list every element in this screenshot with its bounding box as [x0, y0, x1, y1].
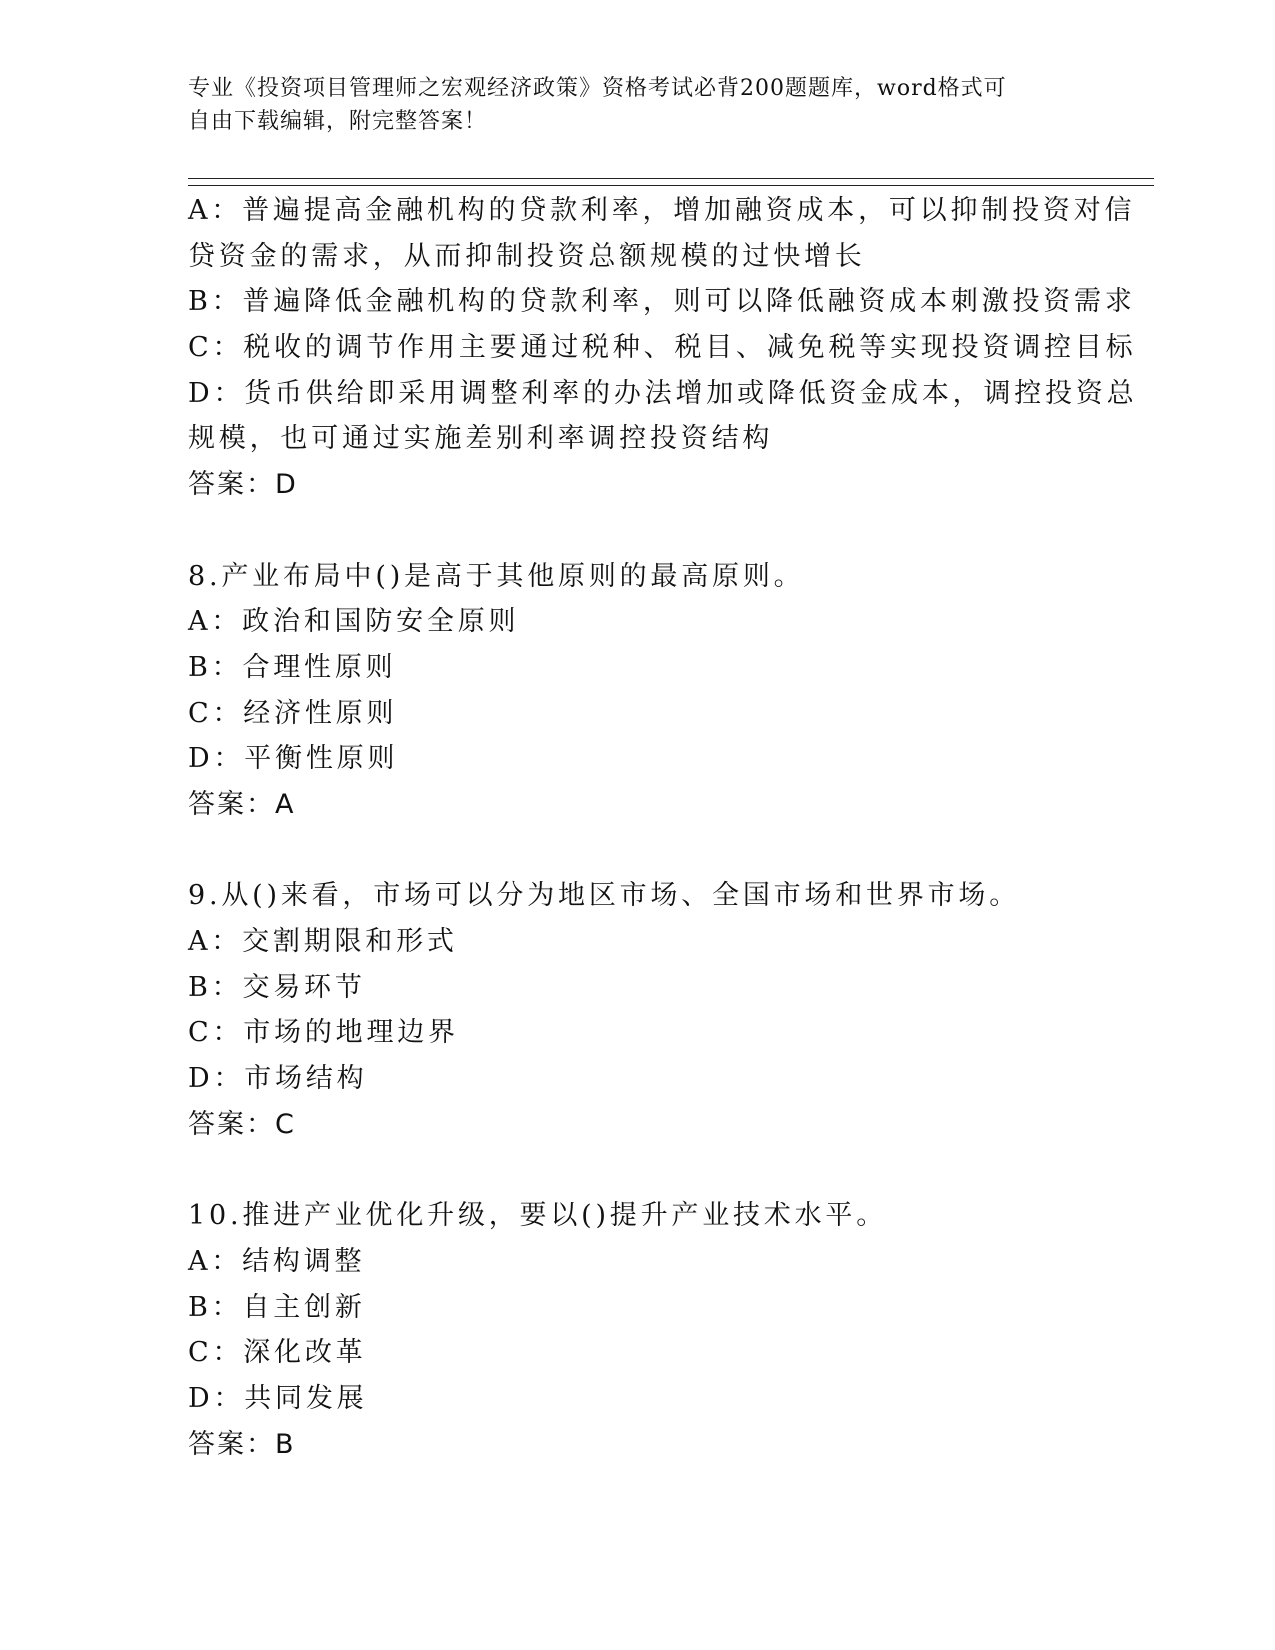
spacer: [188, 828, 1088, 874]
header-double-rule: [188, 178, 1154, 186]
question-text: 8.产业布局中()是高于其他原则的最高原则。: [188, 560, 805, 592]
option-b: B：交易环节: [188, 971, 366, 1003]
option-d-line-2: 规模，也可通过实施差别利率调控投资结构: [188, 423, 774, 455]
option-a-line-1: A：普遍提高金融机构的贷款利率，增加融资成本，可以抑制投资对信: [188, 195, 1136, 226]
answer: 答案：B: [188, 1428, 296, 1460]
option-a-line-2: 贷资金的需求，从而抑制投资总额规模的过快增长: [188, 240, 866, 272]
answer: 答案：D: [188, 469, 298, 501]
option-b: B：合理性原则: [188, 651, 397, 683]
question-block-8: [188, 554, 1088, 828]
option-c: C：税收的调节作用主要通过税种、税目、减免税等实现投资调控目标: [188, 332, 1137, 364]
question-block-7: [188, 188, 1138, 508]
option-a: A：交割期限和形式: [188, 926, 458, 957]
document-header: [188, 72, 1088, 138]
option-d: D：平衡性原则: [188, 743, 399, 775]
option-b: B：普遍降低金融机构的贷款利率，则可以降低融资成本刺激投资需求: [188, 286, 1136, 318]
answer: 答案：A: [188, 788, 296, 820]
spacer: [188, 508, 1088, 554]
option-c: C：深化改革: [188, 1337, 367, 1369]
option-b: B：自主创新: [188, 1291, 366, 1323]
option-d: D：市场结构: [188, 1063, 368, 1095]
question-text: 9.从()来看，市场可以分为地区市场、全国市场和世界市场。: [188, 880, 1021, 912]
question-block-10: [188, 1193, 1088, 1467]
question-text: 10.推进产业优化升级，要以()提升产业技术水平。: [188, 1200, 888, 1232]
spacer: [188, 1147, 1088, 1193]
header-title-line-1: 专业《投资项目管理师之宏观经济政策》资格考试必背200题题库，word格式可: [188, 76, 1007, 101]
question-list: [188, 188, 1138, 1467]
option-d: D：共同发展: [188, 1382, 368, 1414]
option-c: C：市场的地理边界: [188, 1017, 459, 1049]
answer: 答案：C: [188, 1108, 296, 1140]
header-title-line-2: 自由下载编辑，附完整答案！: [188, 109, 488, 134]
question-block-9: [188, 873, 1088, 1147]
option-a: A：政治和国防安全原则: [188, 606, 520, 638]
option-a: A：结构调整: [188, 1245, 366, 1277]
option-c: C：经济性原则: [188, 697, 398, 729]
option-d-line-1: D：货币供给即采用调整利率的办法增加或降低资金成本，调控投资总: [188, 377, 1138, 409]
